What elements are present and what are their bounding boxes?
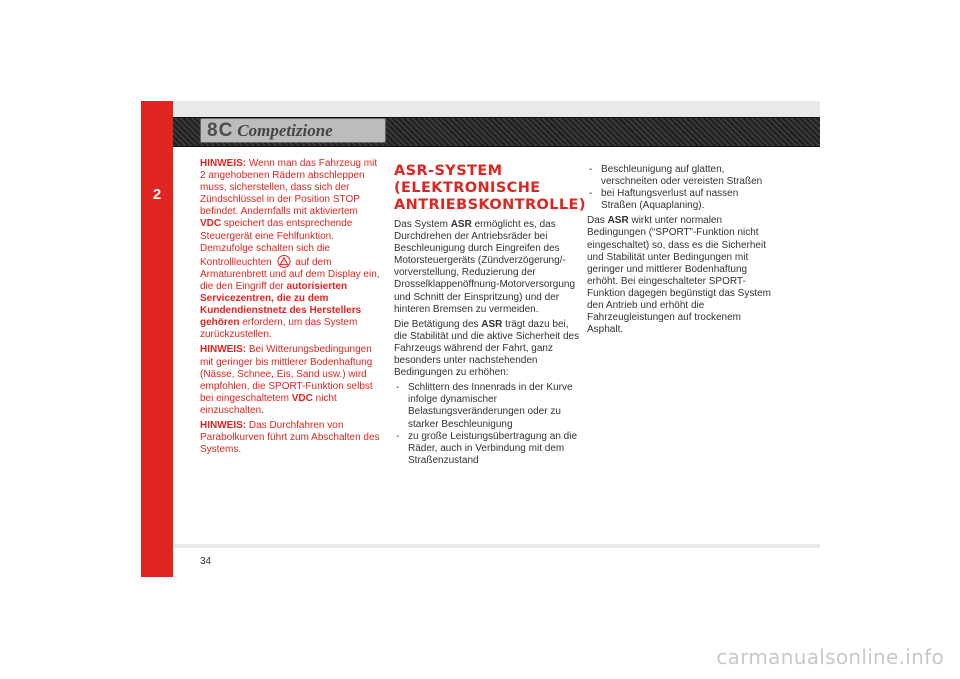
list-item: - bei Haftungsverlust auf nassen Straßen (Aquaplaning).: [587, 188, 772, 212]
chapter-number: 2: [152, 186, 162, 203]
hint-weather: HINWEIS: Bei Witterungsbedingungen mit geringer bis mittlerer Bodenhaftung (Nässe, Schnee, Eis, Sand usw.) wird empfohlen, die SPORT-Funktion selbst bei eingeschaltetem VDC nicht einzuschalten.: [200, 344, 373, 416]
list-item: - zu große Leistungsübertragung an die Räder, auch in Verbindung mit dem Straßenzustand: [394, 431, 580, 467]
hint-towing: HINWEIS: Wenn man das Fahrzeug mit 2 angehobenen Rädern abschleppen muss, sicherstellen, dass sich der Zündschlüssel in der Position STOP befindet. Andernfalls mit aktiviertem VDC speichert das entsprechende Steuergerät eine Fehlfunktion. Demzufolge schalten sich die Kontrollleuchten ! auf dem Armaturenbrett und auf dem Display ein, die den Eingriff der autorisierten Servicezentren, die zu dem Kundendienstnetz des Herstellers gehören erfordern, um das System zurückzustellen.: [200, 158, 380, 341]
hint-curves: HINWEIS: Das Durchfahren von Parabolkurven führt zum Abschalten des Systems.: [200, 419, 380, 456]
logo-script: Competizione: [237, 120, 333, 140]
page-number: 34: [200, 556, 212, 567]
list-item: - Schlittern des Innenrads in der Kurve infolge dynamischer Belastungsveränderungen oder zu starker Beschleunigung: [394, 382, 580, 430]
brand-logo: [200, 118, 386, 143]
condition-list-continued: [587, 164, 772, 212]
footer-rule: [173, 544, 820, 548]
header-strip: [173, 101, 820, 117]
condition-list: [394, 382, 580, 467]
chapter-sidebar: [141, 101, 173, 577]
list-item: - Beschleunigung auf glatten, verschneiten oder vereisten Straßen: [587, 164, 772, 188]
asr-conditions: Die Betätigung des ASR trägt dazu bei, die Stabilität und die aktive Sicherheit des Fahrzeugs während der Fahrt, ganz besonders unter nachstehenden Bedingungen zu erhöhen:: [394, 318, 580, 379]
logo-model: 8C: [207, 119, 234, 141]
column-hints: [200, 158, 380, 459]
watermark: carmanualsonline.info: [716, 645, 944, 669]
column-continued: [587, 164, 772, 339]
asr-intro: Das System ASR ermöglicht es, das Durchdrehen der Antriebsräder bei Beschleunigung durch Eingreifen des Motorsteuergeräts (Zündverzögerung/-vorverstellung, Reduzierung der Drosselklappenöffnung-Motorversorgung und Schnitt der Einspritzung) und der hinteren Bremsen zu vermeiden.: [394, 219, 576, 315]
asr-normal-conditions: Das ASR wirkt unter normalen Bedingungen (“SPORT”-Funktion nicht eingeschaltet) so, dass es die Sicherheit und Stabilität unter Bedingungen mit geringer und mittlerer Bodenhaftung erhöht. Bei eingeschalteter SPORT-Funktion dagegen begünstigt das System den Antrieb und erhöht die Fahrzeugleistungen auf trockenem Asphalt.: [587, 215, 772, 336]
warning-triangle-icon: [277, 255, 291, 268]
svg-text:!: !: [282, 259, 285, 266]
column-asr: [394, 163, 586, 470]
section-title: ASR-SYSTEM (ELEKTRONISCHE ANTRIEBSKONTROLLE): [394, 163, 586, 213]
